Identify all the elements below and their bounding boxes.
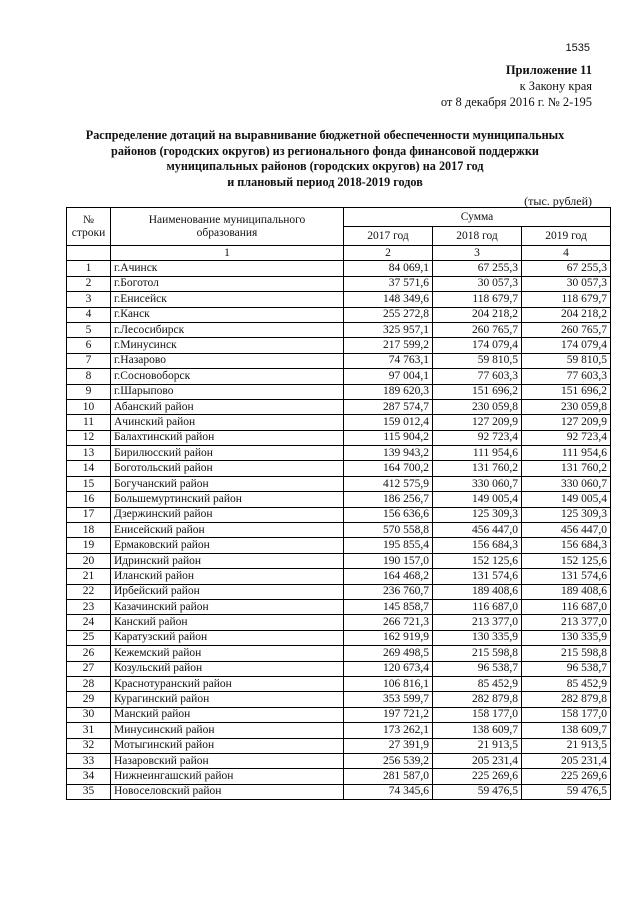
value-2017-cell: 164 700,2 xyxy=(344,461,433,476)
row-number-cell: 35 xyxy=(67,784,111,799)
value-2018-cell: 21 913,5 xyxy=(433,738,522,753)
header-col-index-1: 1 xyxy=(111,246,344,261)
value-2018-cell: 116 687,0 xyxy=(433,599,522,614)
value-2017-cell: 148 349,6 xyxy=(344,292,433,307)
table-row xyxy=(67,707,611,722)
value-2019-cell: 152 125,6 xyxy=(522,553,611,568)
value-2017-cell: 120 673,4 xyxy=(344,661,433,676)
value-2017-cell: 115 904,2 xyxy=(344,430,433,445)
municipality-name-cell: г.Боготол xyxy=(111,276,344,291)
row-number-cell: 28 xyxy=(67,676,111,691)
value-2019-cell: 131 760,2 xyxy=(522,461,611,476)
value-2018-cell: 282 879,8 xyxy=(433,692,522,707)
table-row xyxy=(67,784,611,799)
table-row xyxy=(67,476,611,491)
municipality-name-cell: г.Минусинск xyxy=(111,338,344,353)
value-2018-cell: 30 057,3 xyxy=(433,276,522,291)
appendix-title: Приложение 11 xyxy=(505,63,592,77)
title-line-4: и плановый период 2018-2019 годов xyxy=(227,174,423,189)
table-row xyxy=(67,261,611,276)
value-2018-cell: 189 408,6 xyxy=(433,584,522,599)
municipality-name-cell: г.Шарыпово xyxy=(111,384,344,399)
row-number-cell: 18 xyxy=(67,523,111,538)
municipality-name-cell: Канский район xyxy=(111,615,344,630)
value-2018-cell: 215 598,8 xyxy=(433,646,522,661)
header-sum: Сумма xyxy=(344,208,611,227)
value-2019-cell: 118 679,7 xyxy=(522,292,611,307)
value-2019-cell: 204 218,2 xyxy=(522,307,611,322)
document-title xyxy=(60,128,590,190)
value-2018-cell: 138 609,7 xyxy=(433,723,522,738)
row-number-cell: 11 xyxy=(67,415,111,430)
value-2018-cell: 152 125,6 xyxy=(433,553,522,568)
municipality-name-cell: Балахтинский район xyxy=(111,430,344,445)
value-2019-cell: 156 684,3 xyxy=(522,538,611,553)
value-2017-cell: 164 468,2 xyxy=(344,569,433,584)
value-2018-cell: 130 335,9 xyxy=(433,630,522,645)
value-2018-cell: 127 209,9 xyxy=(433,415,522,430)
value-2019-cell: 125 309,3 xyxy=(522,507,611,522)
header-year-2017: 2017 год xyxy=(344,227,433,246)
value-2017-cell: 139 943,2 xyxy=(344,446,433,461)
row-number-cell: 16 xyxy=(67,492,111,507)
row-number-cell: 13 xyxy=(67,446,111,461)
value-2017-cell: 287 574,7 xyxy=(344,399,433,414)
municipality-name-cell: г.Сосновоборск xyxy=(111,369,344,384)
row-number-cell: 25 xyxy=(67,630,111,645)
value-2017-cell: 27 391,9 xyxy=(344,738,433,753)
value-2019-cell: 92 723,4 xyxy=(522,430,611,445)
value-2017-cell: 195 855,4 xyxy=(344,538,433,553)
value-2019-cell: 213 377,0 xyxy=(522,615,611,630)
municipality-name-cell: Мотыгинский район xyxy=(111,738,344,753)
value-2019-cell: 330 060,7 xyxy=(522,476,611,491)
value-2018-cell: 59 476,5 xyxy=(433,784,522,799)
municipality-name-cell: Боготольский район xyxy=(111,461,344,476)
row-number-cell: 27 xyxy=(67,661,111,676)
value-2017-cell: 217 599,2 xyxy=(344,338,433,353)
value-2018-cell: 96 538,7 xyxy=(433,661,522,676)
table-row xyxy=(67,492,611,507)
value-2019-cell: 189 408,6 xyxy=(522,584,611,599)
header-col-index-2: 2 xyxy=(344,246,433,261)
value-2019-cell: 149 005,4 xyxy=(522,492,611,507)
row-number-cell: 6 xyxy=(67,338,111,353)
municipality-name-cell: Новоселовский район xyxy=(111,784,344,799)
value-2017-cell: 37 571,6 xyxy=(344,276,433,291)
value-2018-cell: 125 309,3 xyxy=(433,507,522,522)
header-year-2018: 2018 год xyxy=(433,227,522,246)
value-2017-cell: 74 345,6 xyxy=(344,784,433,799)
value-2018-cell: 213 377,0 xyxy=(433,615,522,630)
table-row xyxy=(67,584,611,599)
row-number-cell: 2 xyxy=(67,276,111,291)
value-2019-cell: 174 079,4 xyxy=(522,338,611,353)
municipality-name-cell: Курагинский район xyxy=(111,692,344,707)
value-2018-cell: 77 603,3 xyxy=(433,369,522,384)
value-2018-cell: 111 954,6 xyxy=(433,446,522,461)
table-row xyxy=(67,353,611,368)
municipality-name-cell: Иланский район xyxy=(111,569,344,584)
table-row xyxy=(67,384,611,399)
municipality-name-cell: г.Ачинск xyxy=(111,261,344,276)
title-line-3: муниципальных районов (городских округов) на 2017 год xyxy=(166,159,484,173)
table-body xyxy=(67,261,611,800)
value-2018-cell: 149 005,4 xyxy=(433,492,522,507)
value-2018-cell: 156 684,3 xyxy=(433,538,522,553)
municipality-name-cell: Манский район xyxy=(111,707,344,722)
row-number-cell: 33 xyxy=(67,753,111,768)
value-2017-cell: 353 599,7 xyxy=(344,692,433,707)
municipality-name-cell: Енисейский район xyxy=(111,523,344,538)
value-2018-cell: 67 255,3 xyxy=(433,261,522,276)
value-2019-cell: 158 177,0 xyxy=(522,707,611,722)
value-2019-cell: 151 696,2 xyxy=(522,384,611,399)
value-2017-cell: 190 157,0 xyxy=(344,553,433,568)
value-2018-cell: 158 177,0 xyxy=(433,707,522,722)
table-row xyxy=(67,276,611,291)
value-2017-cell: 412 575,9 xyxy=(344,476,433,491)
title-line-1: Распределение дотаций на выравнивание бюджетной обеспеченности муниципальных xyxy=(85,128,565,142)
table-row xyxy=(67,676,611,691)
table-row xyxy=(67,569,611,584)
value-2019-cell: 67 255,3 xyxy=(522,261,611,276)
municipality-name-cell: г.Енисейск xyxy=(111,292,344,307)
row-number-cell: 7 xyxy=(67,353,111,368)
row-number-cell: 15 xyxy=(67,476,111,491)
row-number-cell: 5 xyxy=(67,322,111,337)
municipality-name-cell: Минусинский район xyxy=(111,723,344,738)
value-2018-cell: 131 760,2 xyxy=(433,461,522,476)
value-2018-cell: 330 060,7 xyxy=(433,476,522,491)
value-2017-cell: 162 919,9 xyxy=(344,630,433,645)
municipality-name-cell: г.Назарово xyxy=(111,353,344,368)
value-2018-cell: 204 218,2 xyxy=(433,307,522,322)
value-2017-cell: 281 587,0 xyxy=(344,769,433,784)
value-2018-cell: 151 696,2 xyxy=(433,384,522,399)
table-row xyxy=(67,661,611,676)
title-line-2: районов (городских округов) из регионального фонда финансовой поддержки xyxy=(111,143,539,158)
value-2019-cell: 230 059,8 xyxy=(522,399,611,414)
value-2017-cell: 186 256,7 xyxy=(344,492,433,507)
row-number-cell: 8 xyxy=(67,369,111,384)
value-2017-cell: 97 004,1 xyxy=(344,369,433,384)
header-year-2019: 2019 год xyxy=(522,227,611,246)
row-number-cell: 19 xyxy=(67,538,111,553)
header-col-index-blank xyxy=(67,246,111,261)
municipality-name-cell: Идринский район xyxy=(111,553,344,568)
header-row-number: № строки xyxy=(67,208,111,246)
value-2018-cell: 230 059,8 xyxy=(433,399,522,414)
value-2017-cell: 325 957,1 xyxy=(344,322,433,337)
municipality-name-cell: г.Канск xyxy=(111,307,344,322)
municipality-name-cell: Ачинский район xyxy=(111,415,344,430)
value-2017-cell: 145 858,7 xyxy=(344,599,433,614)
value-2017-cell: 173 262,1 xyxy=(344,723,433,738)
table-row xyxy=(67,753,611,768)
value-2017-cell: 74 763,1 xyxy=(344,353,433,368)
page-number: 1535 xyxy=(565,42,590,54)
value-2019-cell: 116 687,0 xyxy=(522,599,611,614)
table-row xyxy=(67,415,611,430)
row-number-cell: 30 xyxy=(67,707,111,722)
value-2017-cell: 236 760,7 xyxy=(344,584,433,599)
row-number-cell: 10 xyxy=(67,399,111,414)
value-2019-cell: 215 598,8 xyxy=(522,646,611,661)
table-row xyxy=(67,538,611,553)
table-row xyxy=(67,461,611,476)
table-row xyxy=(67,446,611,461)
value-2017-cell: 106 816,1 xyxy=(344,676,433,691)
municipality-name-cell: Богучанский район xyxy=(111,476,344,491)
row-number-cell: 3 xyxy=(67,292,111,307)
value-2017-cell: 156 636,6 xyxy=(344,507,433,522)
table-row xyxy=(67,292,611,307)
appendix-block xyxy=(441,62,592,110)
row-number-cell: 26 xyxy=(67,646,111,661)
value-2019-cell: 260 765,7 xyxy=(522,322,611,337)
table-row xyxy=(67,646,611,661)
municipality-name-cell: Кежемский район xyxy=(111,646,344,661)
municipality-name-cell: Абанский район xyxy=(111,399,344,414)
table-row xyxy=(67,399,611,414)
value-2019-cell: 85 452,9 xyxy=(522,676,611,691)
table-row xyxy=(67,338,611,353)
value-2018-cell: 118 679,7 xyxy=(433,292,522,307)
row-number-cell: 23 xyxy=(67,599,111,614)
table-row xyxy=(67,553,611,568)
row-number-cell: 22 xyxy=(67,584,111,599)
row-number-cell: 1 xyxy=(67,261,111,276)
value-2019-cell: 127 209,9 xyxy=(522,415,611,430)
value-2017-cell: 570 558,8 xyxy=(344,523,433,538)
appendix-law: к Закону края xyxy=(519,79,592,93)
value-2019-cell: 59 810,5 xyxy=(522,353,611,368)
value-2018-cell: 59 810,5 xyxy=(433,353,522,368)
subsidy-table xyxy=(66,207,611,800)
value-2019-cell: 131 574,6 xyxy=(522,569,611,584)
municipality-name-cell: Ирбейский район xyxy=(111,584,344,599)
table-row xyxy=(67,723,611,738)
row-number-cell: 14 xyxy=(67,461,111,476)
value-2019-cell: 456 447,0 xyxy=(522,523,611,538)
value-2017-cell: 269 498,5 xyxy=(344,646,433,661)
value-2019-cell: 225 269,6 xyxy=(522,769,611,784)
table-row xyxy=(67,599,611,614)
municipality-name-cell: Казачинский район xyxy=(111,599,344,614)
header-col-index-3: 3 xyxy=(433,246,522,261)
value-2019-cell: 59 476,5 xyxy=(522,784,611,799)
table-row xyxy=(67,769,611,784)
row-number-cell: 34 xyxy=(67,769,111,784)
municipality-name-cell: г.Лесосибирск xyxy=(111,322,344,337)
row-number-cell: 29 xyxy=(67,692,111,707)
value-2019-cell: 77 603,3 xyxy=(522,369,611,384)
value-2019-cell: 96 538,7 xyxy=(522,661,611,676)
value-2017-cell: 197 721,2 xyxy=(344,707,433,722)
value-2018-cell: 92 723,4 xyxy=(433,430,522,445)
value-2018-cell: 85 452,9 xyxy=(433,676,522,691)
row-number-cell: 9 xyxy=(67,384,111,399)
value-2017-cell: 189 620,3 xyxy=(344,384,433,399)
value-2017-cell: 266 721,3 xyxy=(344,615,433,630)
municipality-name-cell: Дзержинский район xyxy=(111,507,344,522)
value-2018-cell: 260 765,7 xyxy=(433,322,522,337)
value-2019-cell: 205 231,4 xyxy=(522,753,611,768)
value-2019-cell: 30 057,3 xyxy=(522,276,611,291)
municipality-name-cell: Краснотуранский район xyxy=(111,676,344,691)
value-2019-cell: 130 335,9 xyxy=(522,630,611,645)
table-row xyxy=(67,523,611,538)
value-2017-cell: 255 272,8 xyxy=(344,307,433,322)
appendix-date: от 8 декабря 2016 г. № 2-195 xyxy=(440,95,592,109)
value-2018-cell: 456 447,0 xyxy=(433,523,522,538)
table-row xyxy=(67,369,611,384)
value-2018-cell: 225 269,6 xyxy=(433,769,522,784)
table-row xyxy=(67,507,611,522)
table-row xyxy=(67,307,611,322)
row-number-cell: 32 xyxy=(67,738,111,753)
municipality-name-cell: Каратузский район xyxy=(111,630,344,645)
value-2017-cell: 159 012,4 xyxy=(344,415,433,430)
municipality-name-cell: Нижнеингашский район xyxy=(111,769,344,784)
unit-label: (тыс. рублей) xyxy=(524,194,592,208)
value-2019-cell: 111 954,6 xyxy=(522,446,611,461)
municipality-name-cell: Назаровский район xyxy=(111,753,344,768)
value-2018-cell: 205 231,4 xyxy=(433,753,522,768)
table-row xyxy=(67,615,611,630)
value-2019-cell: 282 879,8 xyxy=(522,692,611,707)
value-2019-cell: 21 913,5 xyxy=(522,738,611,753)
table-row xyxy=(67,692,611,707)
municipality-name-cell: Бирилюсский район xyxy=(111,446,344,461)
table-row xyxy=(67,630,611,645)
header-col-index-4: 4 xyxy=(522,246,611,261)
table-row xyxy=(67,322,611,337)
table-row xyxy=(67,738,611,753)
row-number-cell: 17 xyxy=(67,507,111,522)
municipality-name-cell: Большемуртинский район xyxy=(111,492,344,507)
value-2018-cell: 131 574,6 xyxy=(433,569,522,584)
row-number-cell: 4 xyxy=(67,307,111,322)
row-number-cell: 12 xyxy=(67,430,111,445)
row-number-cell: 20 xyxy=(67,553,111,568)
row-number-cell: 21 xyxy=(67,569,111,584)
table-row xyxy=(67,430,611,445)
value-2019-cell: 138 609,7 xyxy=(522,723,611,738)
value-2018-cell: 174 079,4 xyxy=(433,338,522,353)
value-2017-cell: 84 069,1 xyxy=(344,261,433,276)
municipality-name-cell: Козульский район xyxy=(111,661,344,676)
row-number-cell: 24 xyxy=(67,615,111,630)
header-municipality-name: Наименование муниципального образования xyxy=(111,208,344,246)
row-number-cell: 31 xyxy=(67,723,111,738)
municipality-name-cell: Ермаковский район xyxy=(111,538,344,553)
value-2017-cell: 256 539,2 xyxy=(344,753,433,768)
